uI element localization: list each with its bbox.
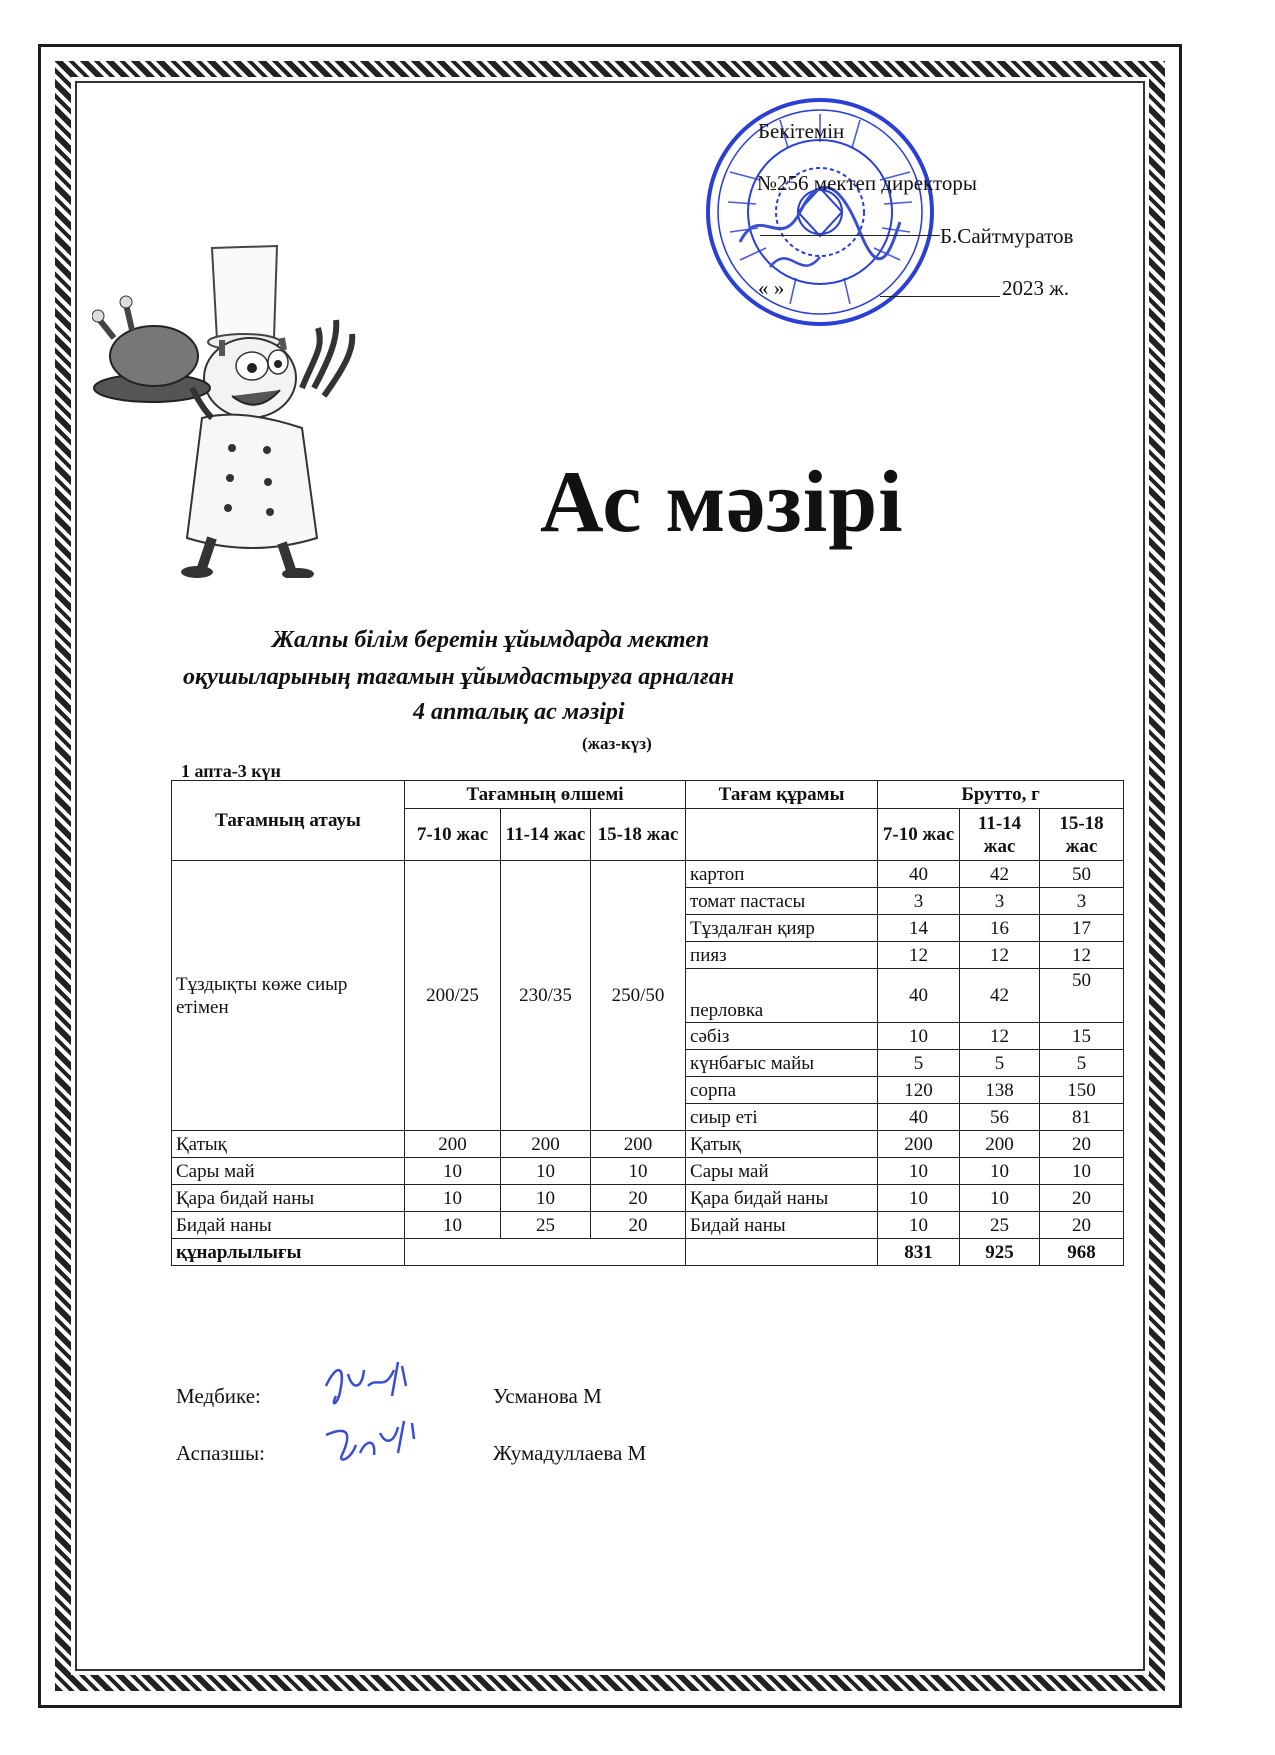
main-dish-portion-7-10: 200/25 <box>405 861 501 1131</box>
ingredient-value: 3 <box>960 888 1040 915</box>
ingredient-name: Сары май <box>686 1158 878 1185</box>
approval-line-3: Б.Сайтмуратов <box>940 224 1074 248</box>
dish-name: Бидай наны <box>172 1212 405 1239</box>
dish-portion: 200 <box>501 1131 591 1158</box>
ingredient-value: 10 <box>878 1158 960 1185</box>
total-value-11-14: 925 <box>960 1239 1040 1266</box>
total-portion-blank <box>405 1239 686 1266</box>
menu-table <box>171 780 1124 1266</box>
day-label: 1 апта-3 күн <box>181 761 281 781</box>
header-composition-blank <box>686 809 878 861</box>
ingredient-value: 10 <box>960 1158 1040 1185</box>
approval-line-4: 2023 ж. <box>1002 276 1070 300</box>
ingredient-value: 150 <box>1040 1077 1124 1104</box>
page-title: Ас мәзірі <box>540 454 904 551</box>
dish-portion: 10 <box>591 1158 686 1185</box>
header-brutto-age-11-14: 11-14 жас <box>960 809 1040 861</box>
ingredient-value: 12 <box>1040 942 1124 969</box>
ingredient-value: 16 <box>960 915 1040 942</box>
table-row <box>172 1158 1124 1185</box>
ingredient-name: Қара бидай наны <box>686 1185 878 1212</box>
subtitle-line-3: 4 апталық ас мәзірі <box>413 699 625 725</box>
ingredient-value: 5 <box>1040 1050 1124 1077</box>
header-portion: Тағамның өлшемі <box>405 781 686 809</box>
total-composition-blank <box>686 1239 878 1266</box>
approval-line-1: Бекітемін <box>758 119 845 143</box>
approval-line-2: №256 мектеп директоры <box>757 171 977 195</box>
dish-name: Қатық <box>172 1131 405 1158</box>
ingredient-value: 200 <box>960 1131 1040 1158</box>
cook-role: Аспазшы: <box>176 1441 265 1465</box>
season-label: (жаз-күз) <box>582 734 652 753</box>
total-value-15-18: 968 <box>1040 1239 1124 1266</box>
ingredient-value: 50 <box>1040 969 1124 1023</box>
ingredient-name: перловка <box>686 969 878 1023</box>
total-value-7-10: 831 <box>878 1239 960 1266</box>
header-age-15-18: 15-18 жас <box>591 809 686 861</box>
main-dish-portion-11-14: 230/35 <box>501 861 591 1131</box>
ingredient-value: 10 <box>960 1185 1040 1212</box>
dish-portion: 10 <box>405 1158 501 1185</box>
nurse-name: Усманова М <box>493 1384 602 1408</box>
ingredient-name: пияз <box>686 942 878 969</box>
dish-portion: 20 <box>591 1212 686 1239</box>
ingredient-value: 12 <box>878 942 960 969</box>
ingredient-value: 12 <box>960 942 1040 969</box>
approval-date-quotes: « » <box>758 276 785 300</box>
ingredient-value: 14 <box>878 915 960 942</box>
ingredient-value: 25 <box>960 1212 1040 1239</box>
header-brutto: Брутто, г <box>878 781 1124 809</box>
approval-signature-line <box>760 213 940 236</box>
dish-portion: 10 <box>501 1158 591 1185</box>
approval-date-line <box>880 296 1000 297</box>
header-dish-name: Тағамның атауы <box>172 781 405 861</box>
subtitle-line-1: Жалпы білім беретін ұйымдарда мектеп <box>272 627 710 653</box>
ingredient-value: 10 <box>878 1023 960 1050</box>
dish-portion: 200 <box>405 1131 501 1158</box>
chef-illustration <box>92 238 382 578</box>
header-brutto-age-7-10: 7-10 жас <box>878 809 960 861</box>
ingredient-value: 15 <box>1040 1023 1124 1050</box>
ingredient-value: 20 <box>1040 1212 1124 1239</box>
dish-portion: 200 <box>591 1131 686 1158</box>
table-row <box>172 1212 1124 1239</box>
dish-portion: 20 <box>591 1185 686 1212</box>
main-dish-portion-15-18: 250/50 <box>591 861 686 1131</box>
total-label: құнарлылығы <box>172 1239 405 1266</box>
table-row <box>172 1185 1124 1212</box>
table-header-row-1 <box>172 781 1124 809</box>
total-row <box>172 1239 1124 1266</box>
ingredient-value: 10 <box>878 1185 960 1212</box>
ingredient-name: сиыр еті <box>686 1104 878 1131</box>
ingredient-value: 200 <box>878 1131 960 1158</box>
ingredient-value: 42 <box>960 969 1040 1023</box>
ingredient-value: 3 <box>878 888 960 915</box>
ingredient-value: 5 <box>878 1050 960 1077</box>
header-age-11-14: 11-14 жас <box>501 809 591 861</box>
ingredient-value: 40 <box>878 861 960 888</box>
dish-name: Қара бидай наны <box>172 1185 405 1212</box>
ingredient-value: 20 <box>1040 1185 1124 1212</box>
nurse-role: Медбике: <box>176 1384 261 1408</box>
ingredient-value: 10 <box>878 1212 960 1239</box>
ingredient-name: томат пастасы <box>686 888 878 915</box>
ingredient-value: 56 <box>960 1104 1040 1131</box>
table-row <box>172 861 1124 888</box>
ingredient-value: 50 <box>1040 861 1124 888</box>
header-age-7-10: 7-10 жас <box>405 809 501 861</box>
ingredient-value: 12 <box>960 1023 1040 1050</box>
cook-signature <box>320 1415 430 1475</box>
ingredient-name: картоп <box>686 861 878 888</box>
ingredient-value: 17 <box>1040 915 1124 942</box>
dish-portion: 25 <box>501 1212 591 1239</box>
ingredient-name: күнбағыс майы <box>686 1050 878 1077</box>
ingredient-value: 138 <box>960 1077 1040 1104</box>
dish-portion: 10 <box>501 1185 591 1212</box>
ingredient-name: сорпа <box>686 1077 878 1104</box>
main-dish-name: Тұздықты көже сиыр етімен <box>172 861 405 1131</box>
nurse-signature <box>318 1356 428 1412</box>
ingredient-name: Тұздалған қияр <box>686 915 878 942</box>
ingredient-value: 81 <box>1040 1104 1124 1131</box>
header-composition: Тағам құрамы <box>686 781 878 809</box>
ingredient-value: 10 <box>1040 1158 1124 1185</box>
ingredient-value: 20 <box>1040 1131 1124 1158</box>
header-brutto-age-15-18: 15-18 жас <box>1040 809 1124 861</box>
ingredient-name: сәбіз <box>686 1023 878 1050</box>
ingredient-name: Қатық <box>686 1131 878 1158</box>
ingredient-value: 120 <box>878 1077 960 1104</box>
dish-name: Сары май <box>172 1158 405 1185</box>
table-row <box>172 1131 1124 1158</box>
subtitle-line-2: оқушыларының тағамын ұйымдастыруға арналған <box>183 664 735 690</box>
dish-portion: 10 <box>405 1212 501 1239</box>
ingredient-name: Бидай наны <box>686 1212 878 1239</box>
ingredient-value: 42 <box>960 861 1040 888</box>
ingredient-value: 3 <box>1040 888 1124 915</box>
ingredient-value: 40 <box>878 1104 960 1131</box>
ingredient-value: 5 <box>960 1050 1040 1077</box>
cook-name: Жумадуллаева М <box>493 1441 647 1465</box>
dish-portion: 10 <box>405 1185 501 1212</box>
ingredient-value: 40 <box>878 969 960 1023</box>
